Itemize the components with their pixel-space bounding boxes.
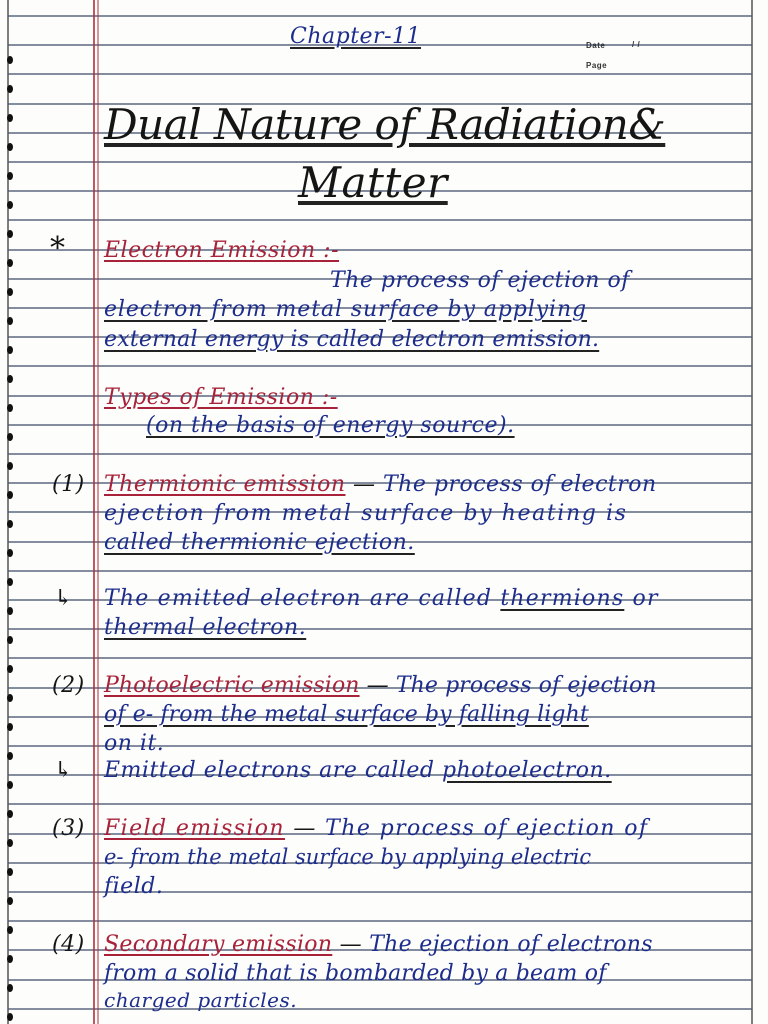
page-title-line2: Matter: [298, 158, 448, 207]
binding-hole: [7, 897, 13, 905]
binding-hole: [7, 781, 13, 789]
note1-line2: thermal electron.: [104, 615, 307, 640]
note2-arrow-icon: ↳: [54, 758, 73, 783]
item4-line2: from a solid that is bombarded by a beam of: [104, 961, 607, 986]
item1-first-line: [104, 474, 657, 496]
binding-hole: [7, 172, 13, 180]
note1-text-a: The emitted electron are called: [104, 586, 501, 611]
note2-term: photoelectron.: [441, 758, 612, 783]
note2-line: [104, 760, 612, 782]
binding-hole: [7, 288, 13, 296]
electron-emission-line1: The process of ejection of: [330, 268, 630, 293]
item2-first-line: [104, 675, 657, 697]
date-label: Date: [586, 41, 606, 50]
item1-line1: The process of electron: [383, 472, 657, 497]
note1-text-b: or: [624, 586, 659, 611]
binding-hole: [7, 955, 13, 963]
binding-hole: [7, 114, 13, 122]
types-heading: Types of Emission :-: [104, 385, 338, 410]
page-label: Page: [586, 61, 608, 70]
item1-dash: —: [345, 472, 383, 497]
binding-hole: [7, 665, 13, 673]
electron-emission-heading: Electron Emission :-: [104, 238, 340, 263]
binding-hole: [7, 810, 13, 818]
binding-hole: [7, 520, 13, 528]
date-value: / /: [632, 40, 641, 49]
item2-line2: of e- from the metal surface by falling light: [104, 702, 589, 727]
item3-number: (3): [52, 816, 85, 841]
binding-hole: [7, 404, 13, 412]
binding-hole: [7, 143, 13, 151]
item4-number: (4): [52, 932, 85, 957]
item2-heading: Photoelectric emission: [104, 673, 360, 698]
note1-term: thermions: [500, 586, 625, 611]
item3-line2: e- from the metal surface by applying electric: [104, 845, 592, 869]
binding-hole: [7, 346, 13, 354]
item4-first-line: [104, 934, 653, 956]
item1-line2: ejection from metal surface by heating is: [104, 501, 628, 526]
binding-hole: [7, 636, 13, 644]
chapter-heading: Chapter-11: [290, 24, 422, 49]
page-title-line1: Dual Nature of Radiation&: [104, 100, 666, 149]
binding-hole: [7, 694, 13, 702]
item4-dash: —: [332, 932, 370, 957]
note1-first-line: [104, 588, 659, 610]
item3-line1: The process of ejection of: [325, 816, 649, 841]
item1-line3: called thermionic ejection.: [104, 530, 415, 555]
item2-line1: The process of ejection: [395, 673, 657, 698]
bullet-star: *: [50, 231, 66, 266]
item3-dash: —: [284, 816, 326, 841]
electron-emission-line2: electron from metal surface by applying: [104, 297, 587, 322]
types-subheading: (on the basis of energy source).: [146, 413, 515, 438]
binding-hole: [7, 375, 13, 383]
item1-heading: Thermionic emission: [104, 472, 346, 497]
binding-hole: [7, 549, 13, 557]
item3-heading: Field emission: [104, 816, 285, 841]
binding-hole: [7, 317, 13, 325]
binding-hole: [7, 201, 13, 209]
note2-text-a: Emitted electrons are called: [104, 758, 442, 783]
binding-hole: [7, 56, 13, 64]
binding-hole: [7, 926, 13, 934]
binding-hole: [7, 839, 13, 847]
binding-hole: [7, 259, 13, 267]
binding-hole: [7, 984, 13, 992]
item2-number: (2): [52, 673, 85, 698]
electron-emission-line3: external energy is called electron emission.: [104, 327, 600, 352]
binding-hole: [7, 578, 13, 586]
item4-heading: Secondary emission: [104, 932, 333, 957]
binding-hole: [7, 230, 13, 238]
binding-hole: [7, 723, 13, 731]
item3-first-line: [104, 818, 648, 840]
item1-number: (1): [52, 472, 85, 497]
item4-line3: charged particles.: [104, 988, 298, 1012]
item3-line3: field.: [104, 874, 164, 899]
item2-line3: on it.: [104, 731, 165, 756]
binding-hole: [7, 752, 13, 760]
binding-hole: [7, 462, 13, 470]
binding-hole: [7, 491, 13, 499]
item2-dash: —: [359, 673, 396, 698]
binding-hole: [7, 607, 13, 615]
binding-hole: [7, 433, 13, 441]
binding-hole: [7, 1013, 13, 1021]
binding-hole: [7, 868, 13, 876]
binding-hole: [7, 85, 13, 93]
note1-arrow-icon: ↳: [54, 586, 73, 611]
item4-line1: The ejection of electrons: [369, 932, 653, 957]
